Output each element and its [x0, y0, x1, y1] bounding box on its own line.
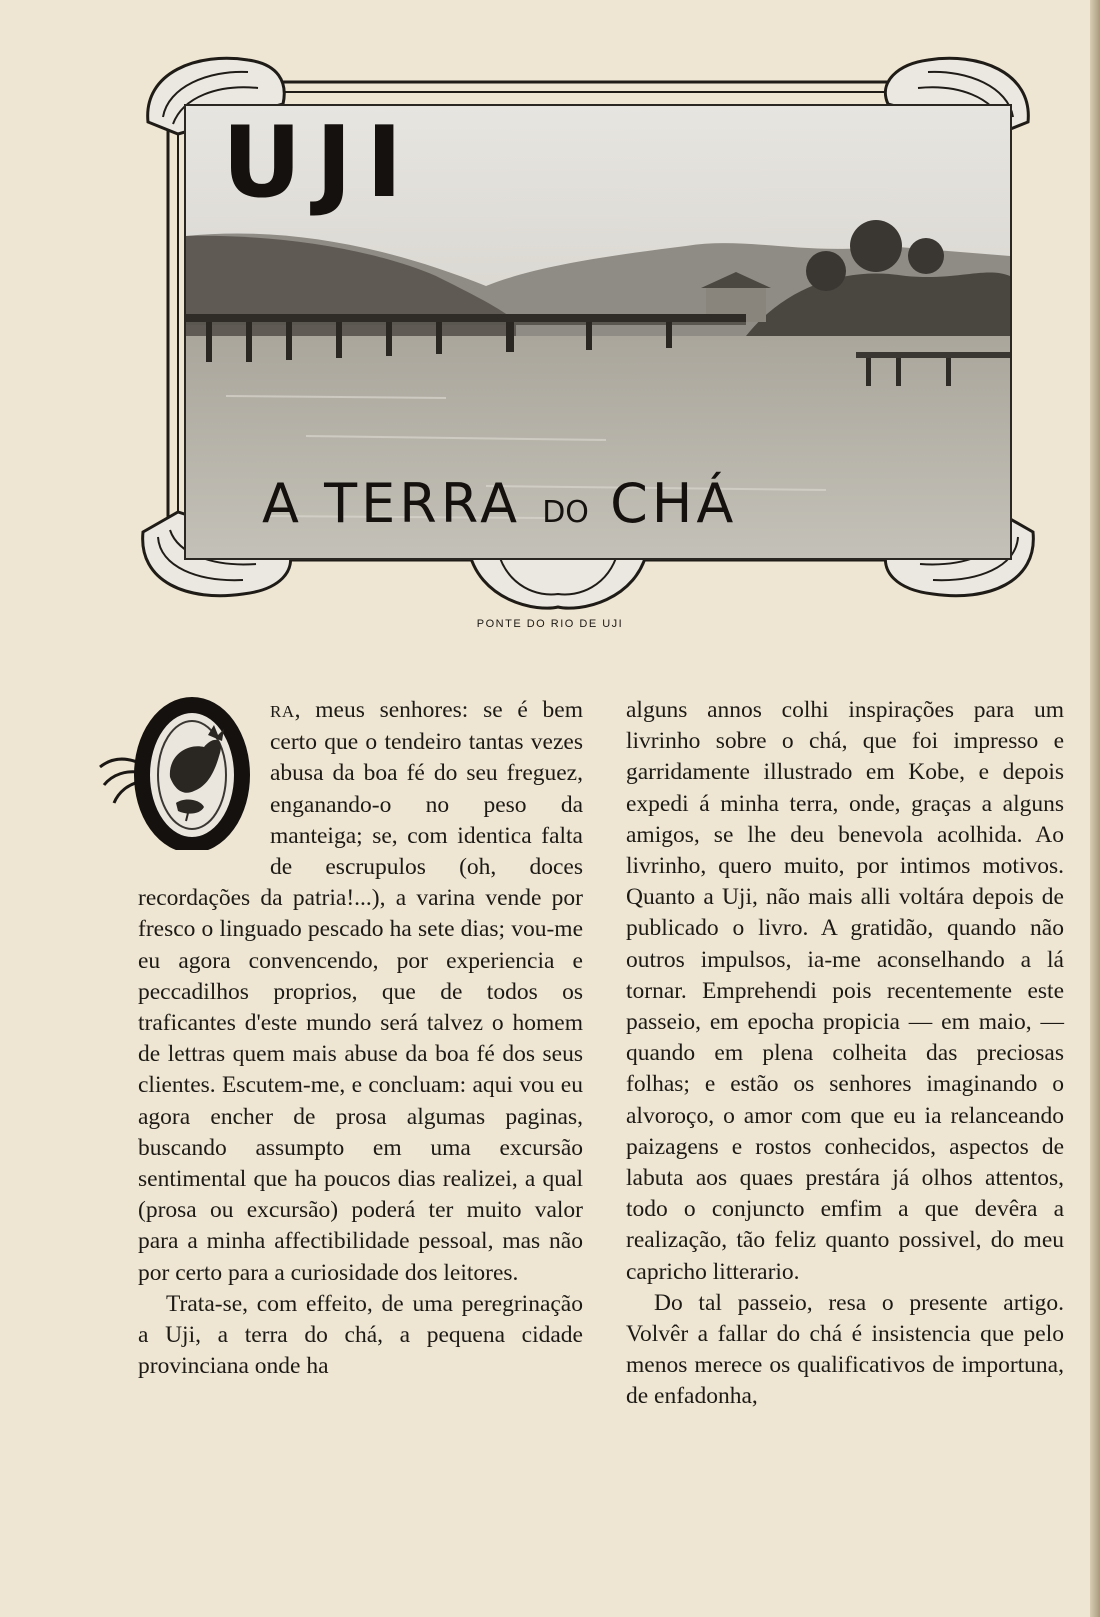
rooster-dropcap [96, 695, 256, 850]
subtitle [262, 472, 737, 535]
first-word-rest: RA [270, 702, 295, 721]
photo-caption: PONTE DO RIO DE UJI [476, 618, 624, 630]
right-paragraph-1: alguns annos colhi inspirações para um livrinho sobre o chá, que foi impresso e garridamente illustrado em Kobe, e depois expedi á minha terra, onde, graças a alguns amigos, se lhe deu benevola acolhida. Ao livrinho, quero muito, por intimos motivos. Quanto a Uji, não mais alli voltára depois de publicado o livro. A gratidão, quando não outros impulsos, ia-me aconselhando a lá tornar. Emprehendi pois recentemente este passeio, em epocha propicia — em maio, — quando em plena colheita das preciosas folhas; e estão os senhores imaginando o alvoroço, o amor com que eu ia relanceando paizagens e rostos conhecidos, aspectos de labuta aos quaes prestára já olhos attentos, todo o conjuncto emfim a que devêra a realização, tão feliz quanto possivel, do meu capricho litterario. [626, 697, 1064, 1285]
article-column-left [138, 695, 583, 1595]
page-edge [1090, 0, 1100, 1617]
subtitle-suffix: CHÁ [610, 472, 738, 535]
subtitle-small: DO [542, 495, 589, 530]
right-paragraph-2: Do tal passeio, resa o presente artigo. Volvêr a fallar do chá é insistencia que pelo menos merece os qualificativos de importuna, de enfadonha, [626, 1289, 1064, 1410]
title-uji: UJI [222, 106, 417, 220]
article-column-right [626, 695, 1064, 1595]
subtitle-prefix: A TERRA [262, 472, 522, 535]
left-paragraph-2: Trata-se, com effeito, de uma peregrinação a Uji, a terra do chá, a pequena cidade provinciana onde ha [138, 1290, 583, 1380]
left-paragraph-1: , meus senhores: se é bem certo que o tendeiro tantas vezes abusa da boa fé do seu freguez, enganando-o no peso da manteiga; se, com identica falta de escrupulos (oh, doces recordações da patria!...), a varina vende por fresco o linguado pescado ha sete dias; vou-me eu agora convencendo, por experiencia e peccadilhos proprios, que de todos os traficantes d'este mundo será talvez o homem de lettras quem mais abuse da boa fé dos seus clientes. Escutem-me, e concluam: aqui vou eu agora encher de prosa algumas paginas, buscando assumpto em uma excursão sentimental que ha poucos dias realizei, a qual (prosa ou excursão) poderá ter muito valor para a minha affectibilidade pessoal, mas não por certo para a curiosidade dos leitores. [138, 697, 583, 1286]
